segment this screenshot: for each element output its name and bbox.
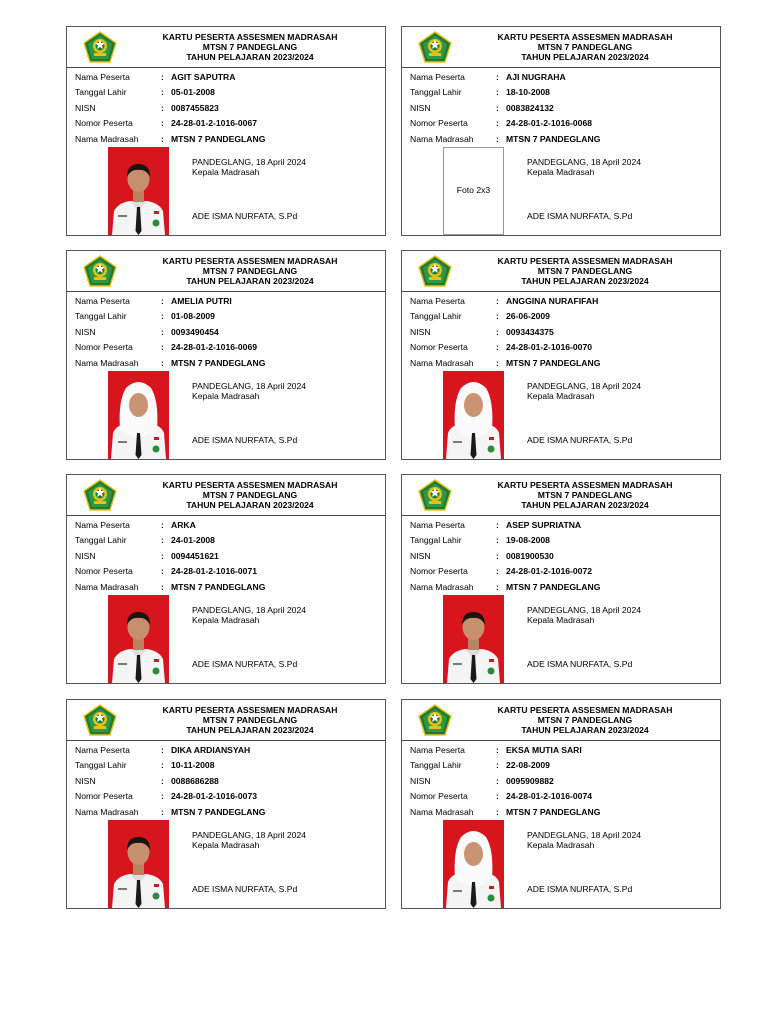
school-name: MTSN 7 PANDEGLANG: [506, 806, 601, 817]
student-photo: [108, 595, 169, 683]
birth-date: 05-01-2008: [171, 87, 215, 98]
school-name: MTSN 7 PANDEGLANG: [506, 133, 601, 144]
birth-date: 01-08-2009: [171, 311, 215, 322]
headmaster-name: ADE ISMA NURFATA, S.Pd: [192, 211, 298, 221]
student-name: AJI NUGRAHA: [506, 72, 566, 82]
participant-number: 24-28-01-2-1016-0073: [171, 791, 258, 802]
student-name: DIKA ARDIANSYAH: [171, 745, 251, 755]
signature-block: PANDEGLANG, 18 April 2024 Kepala Madrasah: [192, 830, 307, 850]
nisn-value: 0094451621: [171, 550, 219, 561]
card-title: KARTU PESERTA ASSESMEN MADRASAH MTSN 7 PANDEGLANG TAHUN PELAJARAN 2023/2024: [162, 705, 338, 735]
birth-date: 22-08-2009: [506, 760, 550, 771]
student-photo: [443, 371, 504, 459]
nisn-value: 0093490454: [171, 326, 219, 337]
headmaster-name: ADE ISMA NURFATA, S.Pd: [192, 435, 298, 445]
card-details: [75, 518, 380, 595]
id-card-anggina-nurafifah: [401, 250, 721, 460]
participant-number: 24-28-01-2-1016-0071: [171, 566, 258, 577]
card-details: [410, 518, 715, 595]
participant-number: 24-28-01-2-1016-0069: [171, 342, 258, 353]
madrasah-logo-icon: [83, 479, 117, 511]
card-header: [402, 27, 720, 68]
row-dob: Tanggal Lahir : 01-08-2009: [75, 309, 380, 324]
card-title: KARTU PESERTA ASSESMEN MADRASAH MTSN 7 PANDEGLANG TAHUN PELAJARAN 2023/2024: [497, 480, 673, 510]
madrasah-logo-icon: [83, 255, 117, 287]
school-name: MTSN 7 PANDEGLANG: [171, 581, 266, 592]
card-title: KARTU PESERTA ASSESMEN MADRASAH MTSN 7 PANDEGLANG TAHUN PELAJARAN 2023/2024: [497, 256, 673, 286]
row-dob: Tanggal Lahir : 26-06-2009: [410, 309, 715, 324]
card-header: [67, 475, 385, 516]
row-school: Nama Madrasah : MTSN 7 PANDEGLANG: [75, 356, 380, 371]
nisn-value: 0083824132: [506, 102, 554, 113]
student-name: ANGGINA NURAFIFAH: [506, 296, 599, 306]
madrasah-logo-icon: [83, 31, 117, 63]
row-school: Nama Madrasah : MTSN 7 PANDEGLANG: [75, 580, 380, 595]
row-school: Nama Madrasah : MTSN 7 PANDEGLANG: [75, 805, 380, 820]
card-details: [410, 743, 715, 820]
row-name: Nama Peserta : ANGGINA NURAFIFAH: [410, 294, 715, 309]
row-school: Nama Madrasah : MTSN 7 PANDEGLANG: [410, 356, 715, 371]
madrasah-logo-icon: [418, 479, 452, 511]
signature-block: PANDEGLANG, 18 April 2024 Kepala Madrasah: [527, 830, 642, 850]
row-name: Nama Peserta : AGIT SAPUTRA: [75, 70, 380, 85]
madrasah-logo-icon: [83, 704, 117, 736]
row-dob: Tanggal Lahir : 24-01-2008: [75, 533, 380, 548]
madrasah-logo-icon: [418, 31, 452, 63]
signature-block: PANDEGLANG, 18 April 2024 Kepala Madrasah: [527, 157, 642, 177]
participant-number: 24-28-01-2-1016-0068: [506, 118, 593, 129]
row-number: Nomor Peserta : 24-28-01-2-1016-0074: [410, 789, 715, 804]
row-nisn: NISN : 0087455823: [75, 101, 380, 116]
student-name: ASEP SUPRIATNA: [506, 520, 582, 530]
row-dob: Tanggal Lahir : 18-10-2008: [410, 85, 715, 100]
signature-block: PANDEGLANG, 18 April 2024 Kepala Madrasah: [192, 605, 307, 625]
id-card-agit-saputra: [66, 26, 386, 236]
headmaster-name: ADE ISMA NURFATA, S.Pd: [527, 659, 633, 669]
birth-date: 18-10-2008: [506, 87, 550, 98]
card-header: [67, 251, 385, 292]
id-card-dika-ardiansyah: [66, 699, 386, 909]
signature-block: PANDEGLANG, 18 April 2024 Kepala Madrasah: [192, 157, 307, 177]
birth-date: 19-08-2008: [506, 535, 550, 546]
headmaster-name: ADE ISMA NURFATA, S.Pd: [192, 659, 298, 669]
card-header: [67, 700, 385, 741]
row-name: Nama Peserta : ARKA: [75, 518, 380, 533]
student-photo: [443, 820, 504, 908]
row-dob: Tanggal Lahir : 05-01-2008: [75, 85, 380, 100]
card-header: [402, 700, 720, 741]
student-name: AMELIA PUTRI: [171, 296, 232, 306]
madrasah-logo-icon: [418, 704, 452, 736]
signature-block: PANDEGLANG, 18 April 2024 Kepala Madrasah: [527, 381, 642, 401]
row-number: Nomor Peserta : 24-28-01-2-1016-0072: [410, 564, 715, 579]
participant-number: 24-28-01-2-1016-0074: [506, 791, 593, 802]
id-card-aji-nugraha: [401, 26, 721, 236]
row-nisn: NISN : 0093490454: [75, 325, 380, 340]
birth-date: 10-11-2008: [171, 760, 215, 771]
nisn-value: 0095909882: [506, 775, 554, 786]
student-name: AGIT SAPUTRA: [171, 72, 236, 82]
card-header: [402, 475, 720, 516]
row-dob: Tanggal Lahir : 10-11-2008: [75, 758, 380, 773]
signature-block: PANDEGLANG, 18 April 2024 Kepala Madrasah: [192, 381, 307, 401]
row-number: Nomor Peserta : 24-28-01-2-1016-0069: [75, 340, 380, 355]
card-details: [75, 70, 380, 147]
nisn-value: 0093434375: [506, 326, 554, 337]
nisn-value: 0081900530: [506, 550, 554, 561]
card-details: [75, 294, 380, 371]
row-nisn: NISN : 0093434375: [410, 325, 715, 340]
card-title: KARTU PESERTA ASSESMEN MADRASAH MTSN 7 PANDEGLANG TAHUN PELAJARAN 2023/2024: [497, 705, 673, 735]
row-dob: Tanggal Lahir : 22-08-2009: [410, 758, 715, 773]
card-header: [402, 251, 720, 292]
student-photo: [108, 820, 169, 908]
signature-block: PANDEGLANG, 18 April 2024 Kepala Madrasah: [527, 605, 642, 625]
birth-date: 26-06-2009: [506, 311, 550, 322]
headmaster-name: ADE ISMA NURFATA, S.Pd: [192, 884, 298, 894]
school-name: MTSN 7 PANDEGLANG: [506, 357, 601, 368]
participant-number: 24-28-01-2-1016-0072: [506, 566, 593, 577]
row-dob: Tanggal Lahir : 19-08-2008: [410, 533, 715, 548]
card-title: KARTU PESERTA ASSESMEN MADRASAH MTSN 7 PANDEGLANG TAHUN PELAJARAN 2023/2024: [497, 32, 673, 62]
school-name: MTSN 7 PANDEGLANG: [171, 133, 266, 144]
student-photo: [108, 147, 169, 235]
row-number: Nomor Peserta : 24-28-01-2-1016-0067: [75, 116, 380, 131]
row-name: Nama Peserta : EKSA MUTIA SARI: [410, 743, 715, 758]
student-name: ARKA: [171, 520, 196, 530]
card-details: [75, 743, 380, 820]
nisn-value: 0088686288: [171, 775, 219, 786]
card-header: [67, 27, 385, 68]
row-nisn: NISN : 0095909882: [410, 774, 715, 789]
school-name: MTSN 7 PANDEGLANG: [171, 806, 266, 817]
row-school: Nama Madrasah : MTSN 7 PANDEGLANG: [75, 132, 380, 147]
card-title: KARTU PESERTA ASSESMEN MADRASAH MTSN 7 PANDEGLANG TAHUN PELAJARAN 2023/2024: [162, 32, 338, 62]
row-name: Nama Peserta : ASEP SUPRIATNA: [410, 518, 715, 533]
card-title: KARTU PESERTA ASSESMEN MADRASAH MTSN 7 PANDEGLANG TAHUN PELAJARAN 2023/2024: [162, 256, 338, 286]
headmaster-name: ADE ISMA NURFATA, S.Pd: [527, 211, 633, 221]
student-photo: [108, 371, 169, 459]
row-nisn: NISN : 0094451621: [75, 549, 380, 564]
participant-number: 24-28-01-2-1016-0070: [506, 342, 593, 353]
student-photo: [443, 595, 504, 683]
headmaster-name: ADE ISMA NURFATA, S.Pd: [527, 884, 633, 894]
row-number: Nomor Peserta : 24-28-01-2-1016-0071: [75, 564, 380, 579]
row-school: Nama Madrasah : MTSN 7 PANDEGLANG: [410, 805, 715, 820]
row-school: Nama Madrasah : MTSN 7 PANDEGLANG: [410, 580, 715, 595]
row-number: Nomor Peserta : 24-28-01-2-1016-0068: [410, 116, 715, 131]
id-card-arka: [66, 474, 386, 684]
id-card-amelia-putri: [66, 250, 386, 460]
school-name: MTSN 7 PANDEGLANG: [506, 581, 601, 592]
card-details: [410, 294, 715, 371]
headmaster-name: ADE ISMA NURFATA, S.Pd: [527, 435, 633, 445]
row-nisn: NISN : 0081900530: [410, 549, 715, 564]
row-school: Nama Madrasah : MTSN 7 PANDEGLANG: [410, 132, 715, 147]
card-details: [410, 70, 715, 147]
nisn-value: 0087455823: [171, 102, 219, 113]
row-name: Nama Peserta : AJI NUGRAHA: [410, 70, 715, 85]
row-number: Nomor Peserta : 24-28-01-2-1016-0070: [410, 340, 715, 355]
id-card-eksa-mutia-sari: [401, 699, 721, 909]
row-nisn: NISN : 0083824132: [410, 101, 715, 116]
id-card-asep-supriatna: [401, 474, 721, 684]
photo-placeholder: Foto 2x3: [443, 147, 504, 235]
row-number: Nomor Peserta : 24-28-01-2-1016-0073: [75, 789, 380, 804]
row-name: Nama Peserta : DIKA ARDIANSYAH: [75, 743, 380, 758]
row-name: Nama Peserta : AMELIA PUTRI: [75, 294, 380, 309]
birth-date: 24-01-2008: [171, 535, 215, 546]
madrasah-logo-icon: [418, 255, 452, 287]
participant-number: 24-28-01-2-1016-0067: [171, 118, 258, 129]
row-nisn: NISN : 0088686288: [75, 774, 380, 789]
card-title: KARTU PESERTA ASSESMEN MADRASAH MTSN 7 PANDEGLANG TAHUN PELAJARAN 2023/2024: [162, 480, 338, 510]
student-name: EKSA MUTIA SARI: [506, 745, 582, 755]
school-name: MTSN 7 PANDEGLANG: [171, 357, 266, 368]
